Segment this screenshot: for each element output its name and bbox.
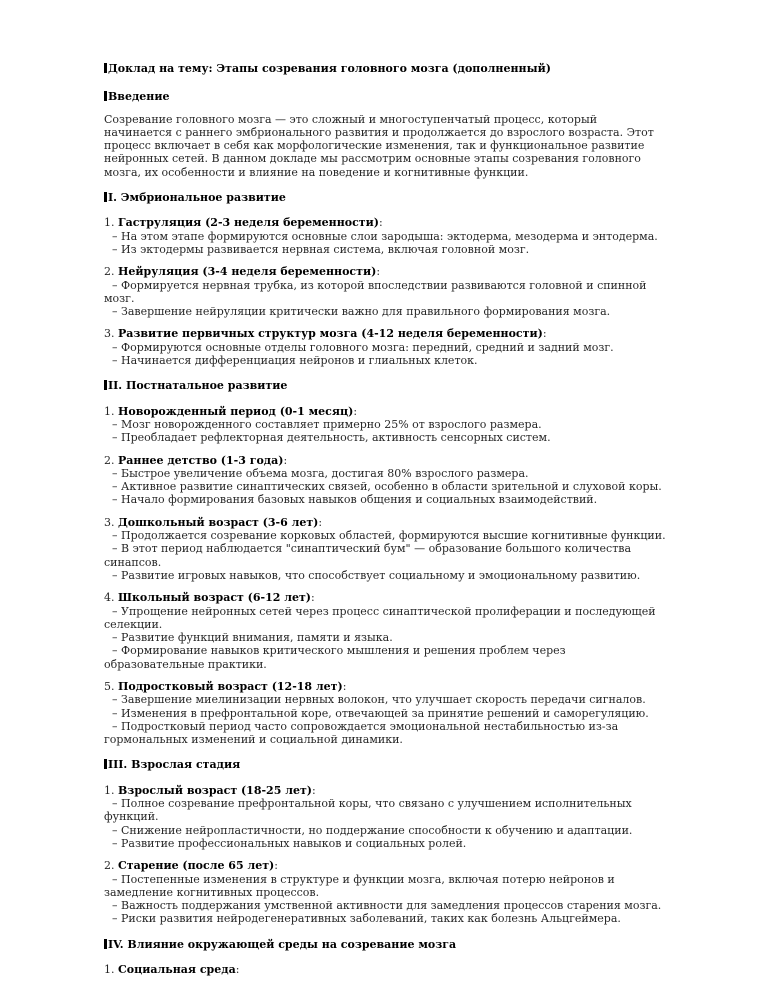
item-title: Старение (после 65 лет) [118,859,275,873]
item-title: Развитие первичных структур мозга (4-12 неделя беременности) [118,327,543,341]
item-heading [104,859,668,872]
bullet-line: – Снижение нейропластичности, но поддержание способности к обучению и адаптации. [112,823,633,837]
bullet-line: – Завершение нейруляции критически важно для правильного формирования мозга. [112,305,611,319]
list-item [104,454,668,507]
item-heading [104,516,668,529]
item-title: Социальная среда [118,963,236,977]
item-heading [104,963,668,976]
bullet-line: – Формируется нервная трубка, из которой впоследствии развиваются головной и спинной мозг. [104,278,647,305]
cursor-bar-icon [104,91,107,101]
item-colon: : [311,783,316,797]
cursor-bar-icon [104,939,107,949]
list-item [104,859,668,925]
item-colon: : [318,515,323,529]
item-heading [104,784,668,797]
item-number: 3. [104,327,118,341]
item-heading [104,327,668,340]
bullet-line: – Начинается дифференциация нейронов и глиальных клеток. [112,354,478,368]
list-item [104,327,668,367]
list-item [104,591,668,671]
item-heading [104,680,668,693]
list-item [104,680,668,746]
bullet-line: – Продолжается созревание корковых областей, формируются высшие когнитивные функции. [112,529,666,543]
intro-paragraph: Созревание головного мозга — это сложный и многоступенчатый процесс, который начинается с раннего эмбрионального развития и продолжается до взрослого возраста. Этот процесс включает в себя как морфологические изменения, так и функциональное развитие нейронных сетей. В данном докладе мы рассмотрим основные этапы созревания головного мозга, их особенности и влияние на поведение и когнитивные функции. [104,112,654,179]
item-heading [104,265,668,278]
item-heading [104,216,668,229]
section-heading [104,758,668,771]
item-colon: : [235,963,240,977]
bullet-line: – Важность поддержания умственной активности для замедления процессов старения мозга. [112,899,662,913]
item-title: Новорожденный период (0-1 месяц) [118,404,354,418]
cursor-bar-icon [104,63,107,73]
section-heading [104,938,668,951]
list-item [104,963,668,976]
item-heading [104,454,668,467]
item-colon: : [274,859,278,873]
bullet-line: – Быстрое увеличение объема мозга, достигая 80% взрослого размера. [112,466,529,480]
item-number: 2. [104,265,118,279]
list-item [104,516,668,582]
list-item [104,784,668,850]
item-number: 3. [104,515,118,529]
item-title: Взрослый возраст (18-25 лет) [118,783,312,797]
item-title: Школьный возраст (6-12 лет) [118,591,312,605]
item-number: 5. [104,679,118,693]
section-heading-text: III. Взрослая стадия [108,758,241,772]
bullet-line: – Развитие игровых навыков, что способствует социальному и эмоциональному развитию. [112,568,641,582]
list-item [104,216,668,256]
bullet-line: – Завершение миелинизации нервных волокон, что улучшает скорость передачи сигналов. [112,693,646,707]
section-heading-text: IV. Влияние окружающей среды на созревание мозга [108,937,457,951]
bullet-line: – Риски развития нейродегенеративных заболеваний, таких как болезнь Альцгеймера. [112,912,621,926]
item-title: Дошкольный возраст (3-6 лет) [118,515,319,529]
intro-heading [104,90,668,103]
item-number: 2. [104,453,118,467]
bullet-line: – Упрощение нейронных сетей через процесс синаптической пролиферации и последующей селекции. [104,604,656,631]
item-colon: : [379,216,383,230]
bullet-line: – На этом этапе формируются основные слои зародыша: эктодерма, мезодерма и энтодерма. [112,229,658,243]
bullet-line: – Развитие функций внимания, памяти и языка. [112,631,393,645]
item-title: Гаструляция (2-3 неделя беременности) [118,216,379,230]
item-number: 1. [104,404,118,418]
item-colon: : [376,265,381,279]
bullet-line: – Из эктодермы развивается нервная система, включая головной мозг. [112,242,530,256]
bullet-line: – Преобладает рефлекторная деятельность, активность сенсорных систем. [112,431,551,445]
item-title: Подростковый возраст (12-18 лет) [118,679,343,693]
cursor-bar-icon [104,380,107,390]
item-title: Нейруляция (3-4 неделя беременности) [118,265,377,279]
bullet-line: – Формирование навыков критического мышления и решения проблем через образовательные практики. [104,644,566,671]
bullet-line: – Изменения в префронтальной коре, отвечающей за принятие решений и саморегуляцию. [112,706,649,720]
list-item [104,405,668,445]
item-colon: : [542,327,547,341]
document-title [104,62,668,75]
intro-heading-text: Введение [108,90,170,104]
bullet-line: – В этот период наблюдается "синаптический бум" — образование большого количества синапсов. [104,542,632,569]
item-colon: : [311,591,315,605]
document-title-text: Доклад на тему: Этапы созревания головного мозга (дополненный) [108,62,551,75]
cursor-bar-icon [104,759,107,769]
item-number: 1. [104,783,118,797]
bullet-line: – Развитие профессиональных навыков и социальных ролей. [112,836,467,850]
section-heading-text: II. Постнатальное развитие [108,379,288,393]
item-heading [104,405,668,418]
bullet-line: – Формируются основные отделы головного мозга: передний, средний и задний мозг. [112,340,614,354]
list-item [104,265,668,318]
document-sections [104,191,668,976]
bullet-line: – Постепенные изменения в структуре и функции мозга, включая потерю нейронов и замедление когнитивных процессов. [104,872,615,899]
item-colon: : [283,453,288,467]
bullet-line: – Активное развитие синаптических связей, особенно в области зрительной и слуховой коры. [112,480,662,494]
item-number: 2. [104,859,118,873]
item-number: 1. [104,963,118,977]
item-number: 1. [104,216,118,230]
bullet-line: – Начало формирования базовых навыков общения и социальных взаимодействий. [112,493,598,507]
item-colon: : [342,679,347,693]
item-colon: : [353,404,358,418]
item-title: Раннее детство (1-3 года) [118,453,284,467]
bullet-line: – Подростковый период часто сопровождается эмоциональной нестабильностью из-за гормональных изменений и социальной динамики. [104,719,619,747]
item-heading [104,591,668,604]
item-number: 4. [104,591,118,605]
section-heading [104,191,668,204]
section-heading [104,379,668,392]
cursor-bar-icon [104,192,107,202]
section-heading-text: I. Эмбриональное развитие [108,191,286,205]
bullet-line: – Полное созревание префронтальной коры, что связано с улучшением исполнительных функций. [104,797,632,824]
bullet-line: – Мозг новорожденного составляет примерно 25% от взрослого размера. [112,417,542,431]
